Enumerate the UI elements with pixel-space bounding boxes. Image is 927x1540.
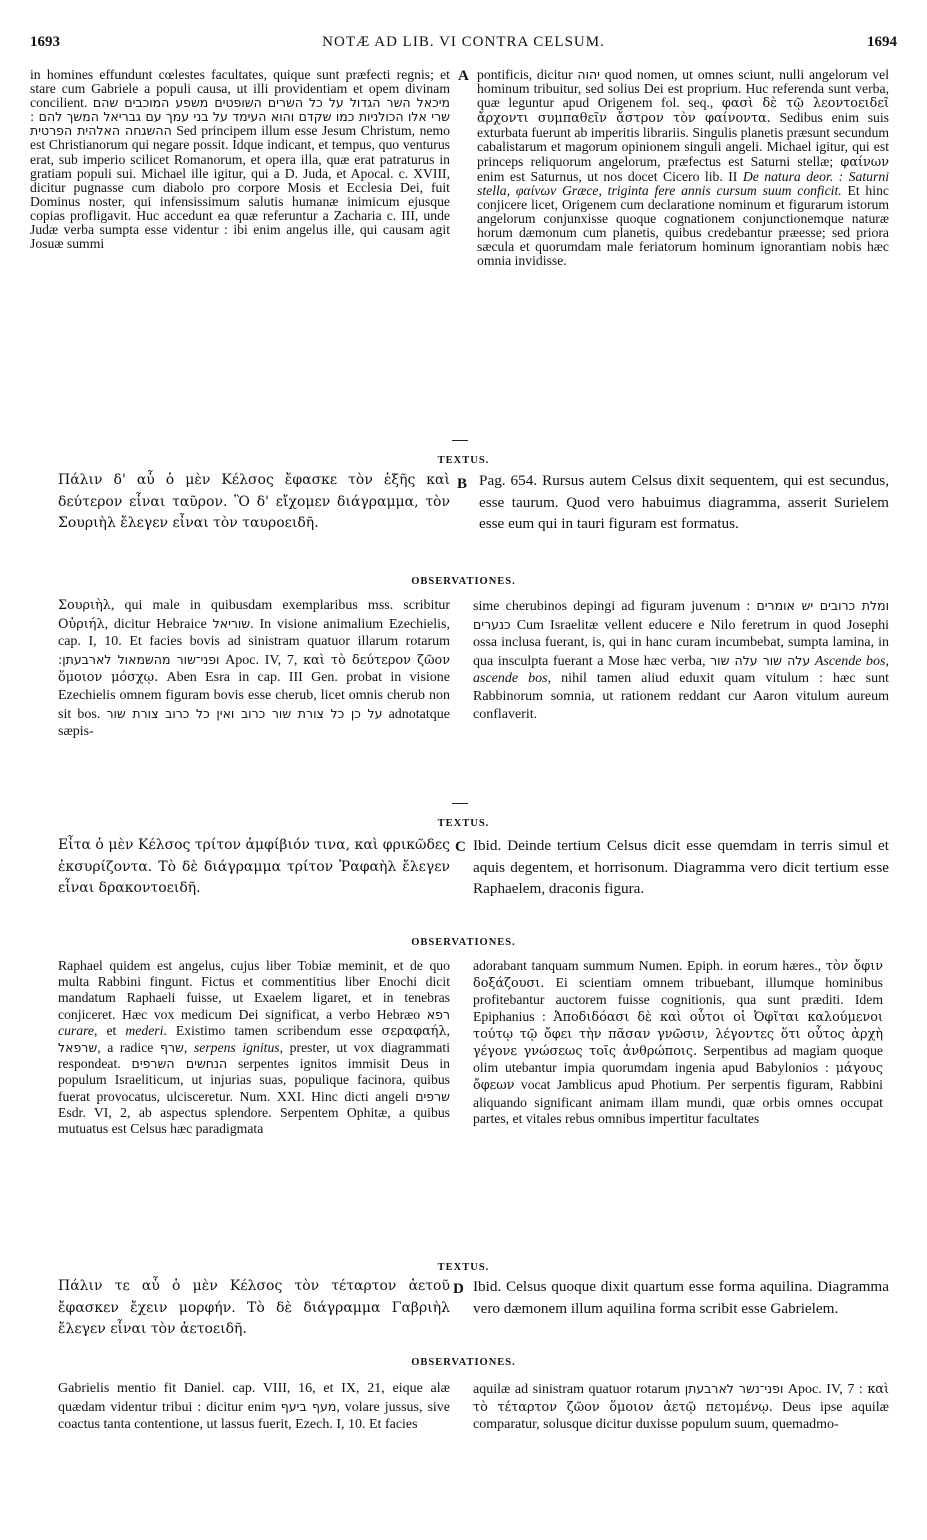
observationes-heading: OBSERVATIONES. [411, 1357, 516, 1368]
obs3-left-text-7: Esdr. VI, 2, ab aspectus splendore. Serpentem Ophitæ, a quibus mutuatus est Celsus hæc paradigmata [58, 1104, 450, 1137]
greek-phrase: μάγους ὄφεων [473, 1061, 883, 1094]
obs3-left-text-5: , prester, ut vox diagrammati respondeat. [58, 1040, 450, 1072]
spacer-text: , [183, 1040, 194, 1056]
hebrew-tetragrammaton: יהוה [577, 67, 600, 82]
s1-left-text-1: in homines effundunt cœlestes facultates, quique sunt præfecti regnis; et stare cum Gabriele a populi causa, ut illi providentiam et opem divinam concilient. [30, 67, 450, 111]
obs4-left-column [58, 1380, 450, 1434]
spacer-text: , [446, 1022, 450, 1038]
obs3-left-text-1: Raphael quidem est angelus, cujus liber Tobiæ meminit, et de quo multa Rabbini fingunt. Fictus et commentitius liber Enochi dicit mandatum Raphaeli fuisse, ut Exaelem ligaret, et in tenebras conjiceret. Hæc vox medicum Dei significat, a verbo Hebræo [58, 958, 450, 1022]
obs4-right-text-3: Deus ipse aquilæ comparatur, solusque dicitur duxisse populum suum, quemadmo- [473, 1399, 890, 1433]
greek-word: φαίνων [840, 154, 889, 170]
margin-marker-c: C [455, 839, 466, 855]
hebrew-quote: ופני־נשר לארבעתן [684, 1381, 784, 1396]
latin-italic-phrase: serpens ignitus [193, 1040, 280, 1056]
obs3-left-text-2: , et [93, 1022, 126, 1038]
textus3-greek-text: Εἶτα ὁ μὲν Κέλσος τρίτον ἀμφίβιόν τινα, καὶ φρικῶδες ἐκσυρίζοντα. Τὸ δὲ διάγραμμα τρίτον Ῥαφαὴλ ἔλεγεν εἶναι δρακοντοειδῆ. [58, 837, 450, 896]
hebrew-word: שרפאל [58, 1040, 98, 1056]
textus2-greek-text: Πάλιν δ' αὖ ὁ μὲν Κέλσος ἔφασκε τὸν ἑξῆς καὶ δεύτερον εἶναι ταῦρον. Ὃ δ' εἴχομεν διάγραμμα, τὸν Σουριὴλ ἔλεγεν εἶναι τὸν ταυροειδῆ. [58, 472, 450, 531]
textus4-greek [58, 1276, 450, 1341]
observationes-heading: OBSERVATIONES. [411, 937, 516, 948]
obs2-right-column [473, 597, 889, 723]
textus2-latin-text: Pag. 654. Rursus autem Celsus dixit sequentem, qui est secundus, esse taurum. Quod vero habuimus diagramma, asserit Surielem esse eum qui in tauri figuram est formatus. [479, 472, 889, 532]
obs3-left-text-6: serpentes ignitos immisit Deus in populum Israeliticum, ut injurias suas, populique facinora, quibus fuerat provocatus, ulcisceretur. Num. XXI. Hinc dicti angeli [58, 1056, 450, 1104]
obs3-left-text-4: , a radice [97, 1040, 160, 1056]
obs2-left-text-1: , qui male in quibusdam exemplaribus mss. scribitur [110, 598, 450, 613]
hebrew-quote: על כן כל צורת שור כרוב ואין כל כרוב צורת שור [106, 705, 383, 721]
obs3-right-column [473, 958, 883, 1127]
margin-marker-d: D [453, 1281, 464, 1297]
obs4-right-text-2: Apoc. IV, 7 : [783, 1382, 868, 1397]
cicero-quote: De natura deor. : Saturni stella, φαίνων Græce, triginta fere annis cursum suum conficit. [477, 168, 889, 198]
obs4-left-text-1: Gabrielis mentio fit Daniel. cap. VIII, 16, et IX, 21, eique alæ quædam videntur tribui : dicitur enim [58, 1381, 450, 1415]
greek-quote: Ἀποδιδόασι δὲ καὶ οὗτοι οἱ Ὀφῖται καλούμενοι τούτῳ τῷ ὄφει τὴν πᾶσαν γνῶσιν, λέγοντες ὅτι οὗτος ἀρχὴ γέγονε γνώσεως τοῖς ἀνθρώποις. [473, 1009, 883, 1060]
textus-heading: TEXTUS. [437, 455, 490, 466]
section-divider [452, 440, 468, 441]
section1-right-column [477, 68, 889, 268]
textus-heading: TEXTUS. [437, 1262, 490, 1273]
s1-left-text-2: Sed principem illum esse Jesum Christum, nemo est Christianorum qui negare possit. Idque indicant, et tempus, quo venturus erat, sub imperio scilicet Romanorum, et opera illa, quæ erat patraturus in gratiam populi sui. Michael ille igitur, qui a D. Juda, et Apocal. c. XVIII, dicitur pugnasse cum diabolo pro corpore Mosis et Ecclesia Dei, fuit Dominus noster, qui infensissimum salutis humanæ inimicum ejusque copias profligavit. Huc accedunt ea quæ referuntur a Zacharia c. III, unde Judæ verba sumpta esse videntur : ibi enim angelus ille, qui causam agit Josuæ summi [30, 123, 450, 252]
hebrew-phrase: הנחשים השרפים [131, 1056, 228, 1072]
obs3-left-column [58, 958, 450, 1137]
obs2-right-text-2: Cum Israelitæ vellent educere e Nilo feretrum in quod Josephi ossa inclusa fuerant, is, qui in hanc curam incumbebat, sumpta lamina, in qua insculpta fuerant a Mose hæc verba, [473, 617, 889, 669]
hebrew-word: שרפים [415, 1088, 450, 1104]
page-header [30, 34, 897, 58]
greek-name: Σουριὴλ [58, 598, 111, 613]
textus-heading: TEXTUS. [437, 818, 490, 829]
textus3-latin-text: Ibid. Deinde tertium Celsus dicit esse quemdam in terris simul et aquis degentem, et horrisonum. Diagramma vero dicit tertium esse Raphaelem, draconis figura. [473, 837, 889, 897]
latin-italic-word: curare [58, 1022, 94, 1038]
s1-right-text-2: quod nomen, ut omnes sciunt, nulli angelorum vel hominum tribuitur, sed solius Dei est proprium. Huc referenda sunt verba, quæ leguntur apud Origenem fol. seq., [477, 67, 890, 111]
greek-word: σεραφαήλ [381, 1023, 447, 1039]
hebrew-quote: מיכאל השר הגדול על כל השרים השופטים משפע המוכבים שהם שרי אלו הכולניות כמו שקדם והוא העימד על בני עמך עם גבריאל המשך להם : ההשגחה האלהית הפרטית [30, 95, 451, 139]
textus4-latin [473, 1276, 889, 1319]
obs4-right-text-1: aquilæ ad sinistram quatuor rotarum [473, 1382, 685, 1397]
observationes-heading: OBSERVATIONES. [411, 576, 516, 587]
obs4-left-text-2: , volare jussus, sive coactus tanta contentione, ut lassus fuerit, Ezech. I, 10. Et facies [58, 1399, 450, 1433]
page-number-right: 1694 [867, 34, 897, 50]
obs2-left-text-5: Aben Esra in cap. III Gen. probat in visione Ezechielis omnem figuram bovis esse cherub, licet omnis cherub non sit bos. [58, 670, 450, 722]
hebrew-quote: ופני־שור מהשמאול לארבעתן: [58, 651, 220, 667]
textus3-latin [473, 835, 889, 900]
page-number-left: 1693 [30, 34, 60, 50]
hebrew-name: שוריאל [212, 615, 251, 631]
running-title: NOTÆ AD LIB. VI CONTRA CELSUM. [322, 34, 605, 50]
obs3-right-text-1: adorabant tanquam summum Numen. Epiph. in eorum hæres., [473, 958, 826, 973]
greek-quote: φασὶ δὲ τῷ λεοντοειδεῖ ἄρχοντι συμπαθεῖν ἄστρον τὸν φαίνοντα. [477, 96, 889, 127]
textus2-greek [58, 470, 450, 535]
obs3-left-text-3: . Existimo tamen scribendum esse [163, 1022, 382, 1038]
textus4-greek-text: Πάλιν τε αὖ ὁ μὲν Κέλσος τὸν τέταρτον ἀετοῦ ἔφασκεν ἔχειν μορφήν. Τὸ δὲ διάγραμμα Γαβριὴλ ἔλεγεν εἶναι τὸν ἀετοειδῆ. [58, 1278, 450, 1337]
obs3-right-text-4: vocat Jamblicus apud Photium. Per serpentis figuram, Rabbini aliquando significant animam illam mundi, quæ orbis omnes occupat partes, et vitales rebus omnibus impertitur facultates [473, 1077, 883, 1126]
obs2-left-text-3: . In visione animalium Ezechielis, cap. I, 10. Et facies bovis ad sinistram quatuor illarum rotarum [58, 616, 450, 650]
obs3-right-text-2: Ei scientiam omnem tribuebant, illumque hominibus profitebantur auctorem fuisse cognitionis, qua sunt præditi. Idem Epiphanius : [473, 975, 883, 1024]
obs4-right-column [473, 1380, 889, 1434]
hebrew-phrase: מעף ביעף [280, 1398, 337, 1414]
margin-marker-b: B [457, 476, 468, 492]
greek-name-variant: Οὐριήλ [58, 616, 105, 632]
s1-right-text-3: Sedibus enim suis exturbata fuerunt ab imperitis librariis. Singulis planetis præsunt secundum cabalistarum et magorum opinionem singuli angeli. Michael igitur, qui est princeps reliquorum angelorum, præfectus est Saturni stellæ; [477, 110, 889, 169]
latin-italic-quote: Ascende bos, ascende bos [473, 653, 890, 687]
hebrew-quote: עלה שור עלה שור [710, 652, 811, 668]
margin-marker-a: A [458, 68, 469, 84]
textus4-latin-text: Ibid. Celsus quoque dixit quartum esse forma aquilina. Diagramma vero dæmonem illum aquilina forma scribit esse Gabrielem. [473, 1278, 889, 1317]
textus2-latin [479, 470, 889, 535]
textus3-greek [58, 835, 450, 900]
section-divider [452, 803, 468, 804]
greek-quote: τὸν ὄφιν δοξάζουσι. [473, 959, 883, 992]
obs3-right-text-3: Serpentibus ad magiam quoque olim utebantur impia quorumdam ingenia apud Babylonios : [473, 1043, 883, 1076]
obs2-left-text-6: adnotatque sæpis- [58, 706, 450, 740]
greek-quote: καὶ τὸ τέταρτον ζῶον ὅμοιον ἀετῷ πετομένῳ. [473, 1382, 889, 1415]
obs2-left-text-4: Apoc. IV, 7, [219, 652, 304, 668]
obs2-right-text-3: , nihil tamen aliud eduxit quam vitulum : hæc sunt Rabbinorum somnia, ut rationem reddant cur Aaron vitulum aureum conflaverit. [473, 671, 889, 722]
hebrew-quote: ומלת כרובים יש אומרים כנערים [473, 598, 890, 632]
obs2-left-column [58, 597, 450, 741]
s1-right-text-5: Et hinc conjicere licet, Origenem cum declaratione nominum et figurarum istorum angelorum conjunxisse quoque cognationem conjunctionemque naturæ horum dæmonum cum planetis, quibus credebantur præesse; sed priora sæcula et quorumdam male feriatorum hominum ignorantiam nobis hæc omnia invidisse. [477, 182, 889, 269]
greek-quote: καὶ τὸ δεύτερον ζῶον ὅμοιον μόσχῳ. [58, 652, 450, 686]
s1-right-text-1: pontificis, dicitur [477, 67, 578, 82]
obs2-right-text-1: sime cherubinos depingi ad figuram juvenum : [473, 599, 757, 614]
hebrew-root: שרף [159, 1040, 184, 1056]
hebrew-word: רפא [426, 1006, 450, 1022]
obs2-left-text-2: , dicitur Hebraice [104, 616, 213, 632]
s1-right-text-4: enim est Saturnus, ut nos docet Cicero lib. II [477, 168, 743, 184]
latin-italic-word: mederi [125, 1022, 164, 1038]
section1-left-column [30, 68, 450, 251]
